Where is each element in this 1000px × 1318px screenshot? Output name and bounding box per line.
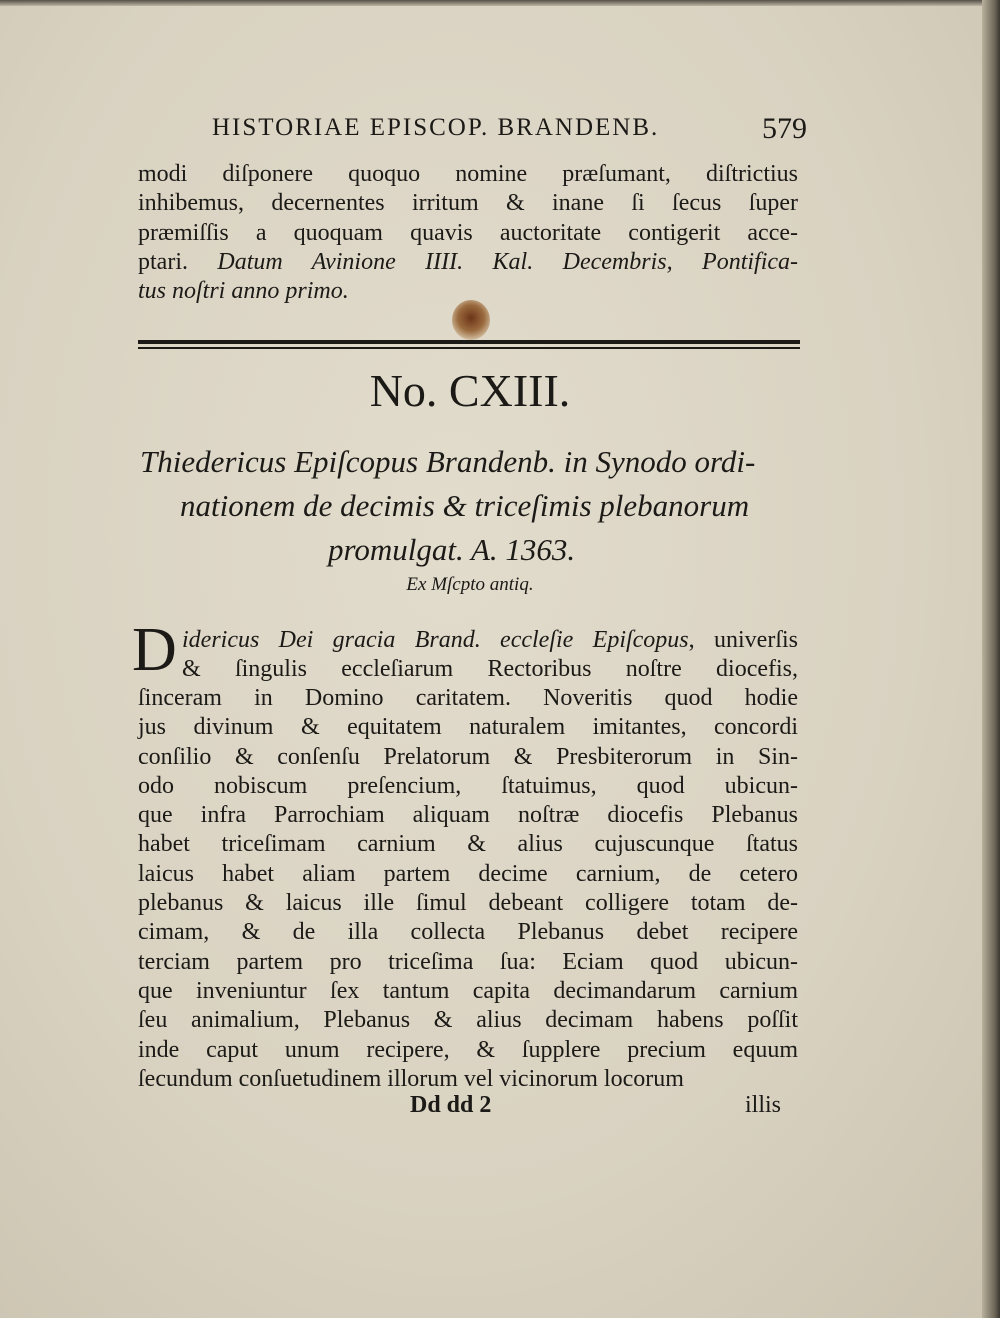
text-line: que inveniuntur ſex tantum capita decimandarum carnium xyxy=(138,977,798,1004)
heading-line-3: promulgat. A. 1363. xyxy=(328,532,576,567)
text-line: inhibemus, decernentes irritum & inane ſi ſecus ſuper xyxy=(138,190,798,217)
running-head-title: HISTORIAE EPISCOP. BRANDENB. xyxy=(212,114,660,141)
text-line: que infra Parrochiam aliquam noſtræ diocefis Plebanus xyxy=(138,802,798,829)
catchword: illis xyxy=(745,1092,782,1118)
text-line-dating xyxy=(138,248,798,277)
text-line: jus divinum & equitatem naturalem imitantes, concordi xyxy=(138,714,798,741)
text-line-dating-end: tus noſtri anno primo. xyxy=(138,278,349,305)
previous-document-ending xyxy=(138,160,798,306)
wax-stain xyxy=(452,300,490,340)
second-line xyxy=(182,655,798,684)
first-line-rest: , univerſis xyxy=(688,627,798,653)
document-number: No. CXIII. xyxy=(369,365,571,416)
dating-italic: Datum Avinione IIII. Kal. Decembris, Pontifica- xyxy=(217,248,799,275)
drop-cap: D xyxy=(132,616,177,684)
running-head xyxy=(212,110,812,146)
first-line xyxy=(182,626,798,655)
heading-line-2: nationem de decimis & triceſimis plebanorum xyxy=(180,488,750,523)
text-line: præmiſſis a quoquam quavis auctoritate contigerit acce- xyxy=(138,219,798,246)
section-rule-thick xyxy=(138,340,800,344)
first-line-italic: idericus Dei gracia Brand. eccleſie Epiſcopus xyxy=(182,627,689,653)
text-line: habet triceſimam carnium & alius cujuscunque ſtatus xyxy=(138,831,798,858)
text-line: inde caput unum recipere, & ſupplere precium equum xyxy=(138,1036,798,1063)
text-line: ſecundum conſuetudinem illorum vel vicinorum locorum xyxy=(138,1065,684,1092)
source-note: Ex Mſcpto antiq. xyxy=(406,574,534,595)
text-line: terciam partem pro triceſima ſua: Eciam quod ubicun- xyxy=(138,948,798,975)
text-line: cimam, & de illa collecta Plebanus debet recipere xyxy=(138,919,798,946)
text-line: odo nobiscum preſencium, ſtatuimus, quod ubicun- xyxy=(138,772,798,799)
text-line-first xyxy=(182,626,798,655)
heading-line-1: Thiedericus Epiſcopus Brandenb. in Synodo ordi- xyxy=(140,444,756,479)
text-line: conſilio & conſenſu Prelatorum & Presbiterorum in Sin- xyxy=(138,743,798,770)
text-line: laicus habet aliam partem decime carnium, de cetero xyxy=(138,860,798,887)
page-number: 579 xyxy=(762,112,807,145)
text-line: & ſingulis eccleſiarum Rectoribus noſtre diocefis, xyxy=(182,656,798,682)
section-rule-thin xyxy=(138,347,800,349)
text-line: ſeu animalium, Plebanus & alius decimam habens poſſit xyxy=(138,1007,798,1034)
text-line: plebanus & laicus ille ſimul debeant colligere totam de- xyxy=(138,890,798,917)
text-line: ſinceram in Domino caritatem. Noveritis quod hodie xyxy=(138,685,798,711)
page-gutter-shadow xyxy=(982,0,1000,1318)
signature-mark: Dd dd 2 xyxy=(410,1092,492,1118)
document-body xyxy=(138,684,798,1094)
text-line: modi diſponere quoquo nomine præſumant, diſtrictius xyxy=(138,161,798,187)
dating-roman: ptari. xyxy=(138,248,188,275)
page-top-edge xyxy=(0,0,1000,6)
